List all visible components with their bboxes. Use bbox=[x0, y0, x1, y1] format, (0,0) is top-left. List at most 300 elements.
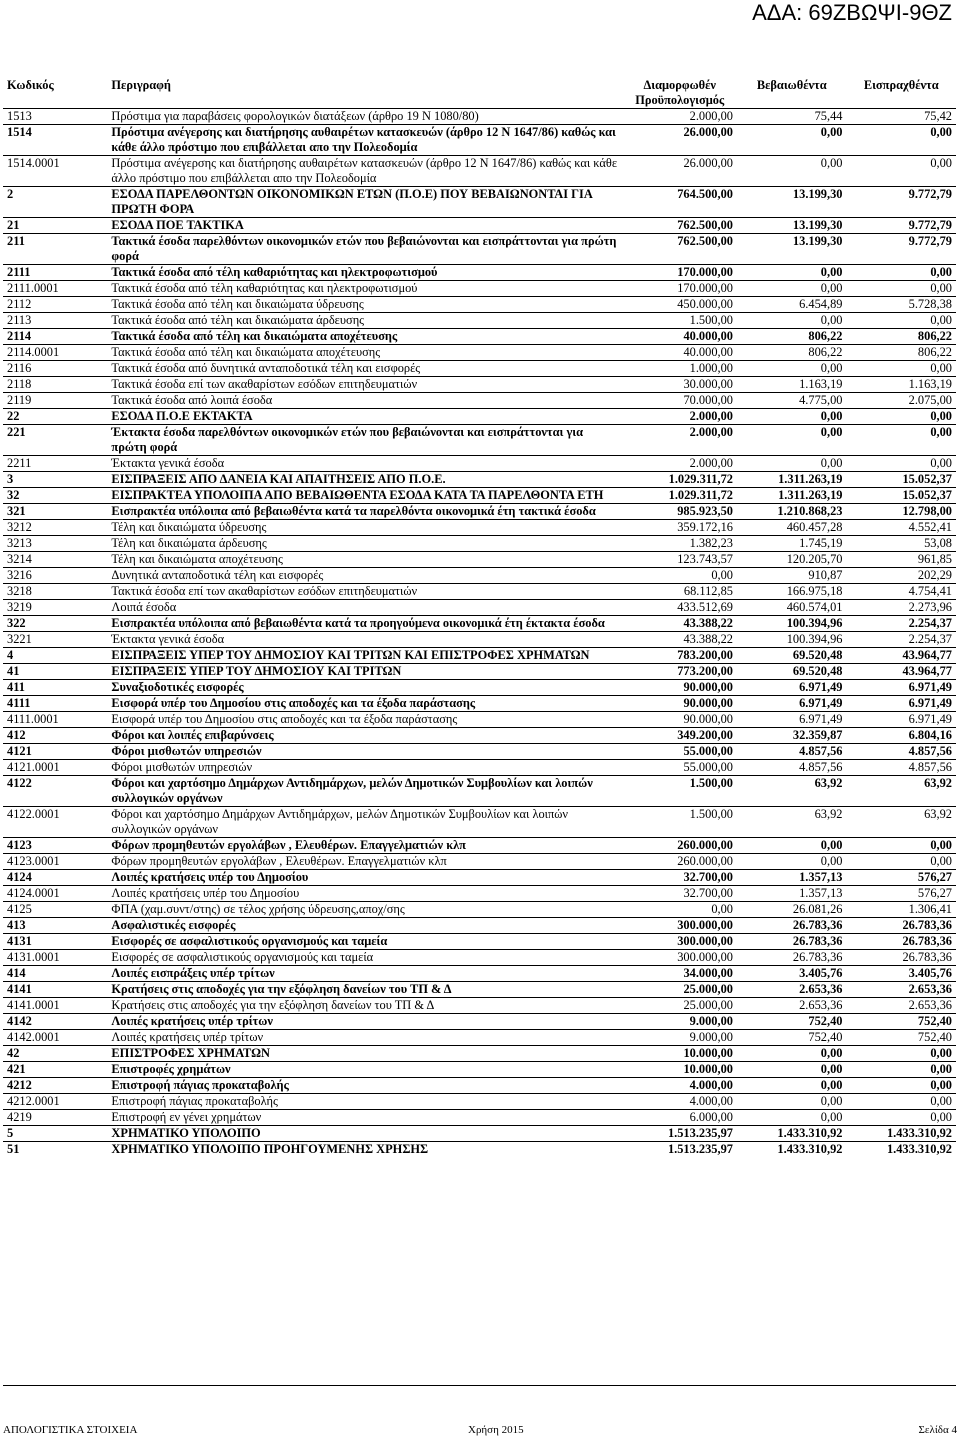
cell-collected: 806,22 bbox=[846, 329, 956, 345]
cell-description: Δυνητικά ανταποδοτικά τέλη και εισφορές bbox=[107, 568, 622, 584]
table-row bbox=[3, 584, 956, 600]
table-row bbox=[3, 902, 956, 918]
cell-assessed: 0,00 bbox=[737, 156, 846, 187]
cell-budget: 300.000,00 bbox=[622, 950, 737, 966]
cell-description: Τακτικά έσοδα από δυνητικά ανταποδοτικά τέλη και εισφορές bbox=[107, 361, 622, 377]
cell-assessed: 63,92 bbox=[737, 807, 846, 838]
cell-description: Τακτικά έσοδα από τέλη και δικαιώματα αποχέτευσης bbox=[107, 329, 622, 345]
cell-assessed: 3.405,76 bbox=[737, 966, 846, 982]
table-row bbox=[3, 776, 956, 807]
cell-budget: 349.200,00 bbox=[622, 728, 737, 744]
cell-collected: 26.783,36 bbox=[846, 950, 956, 966]
cell-code: 3213 bbox=[3, 536, 107, 552]
cell-assessed: 0,00 bbox=[737, 265, 846, 281]
cell-assessed: 26.783,36 bbox=[737, 950, 846, 966]
cell-budget: 25.000,00 bbox=[622, 982, 737, 998]
header-code: Κωδικός bbox=[7, 78, 54, 92]
cell-code: 2111 bbox=[3, 265, 107, 281]
table-row bbox=[3, 109, 956, 125]
cell-code: 4212 bbox=[3, 1078, 107, 1094]
cell-code: 211 bbox=[3, 234, 107, 265]
cell-budget: 68.112,85 bbox=[622, 584, 737, 600]
cell-collected: 26.783,36 bbox=[846, 918, 956, 934]
cell-collected: 1.163,19 bbox=[846, 377, 956, 393]
cell-description: Φόροι και χαρτόσημο Δημάρχων Αντιδημάρχων, μελών Δημοτικών Συμβουλίων και λοιπών συλλογικών οργάνων bbox=[107, 776, 622, 807]
cell-code: 2112 bbox=[3, 297, 107, 313]
cell-budget: 123.743,57 bbox=[622, 552, 737, 568]
cell-budget: 1.382,23 bbox=[622, 536, 737, 552]
footer-year: Χρήση 2015 bbox=[468, 1424, 524, 1436]
cell-description: Εισπρακτέα υπόλοιπα από βεβαιωθέντα κατά τα παρελθόντα οικονομικά έτη τακτικά έσοδα bbox=[107, 504, 622, 520]
cell-assessed: 69.520,48 bbox=[737, 664, 846, 680]
cell-budget: 0,00 bbox=[622, 568, 737, 584]
cell-collected: 0,00 bbox=[846, 265, 956, 281]
cell-assessed: 4.775,00 bbox=[737, 393, 846, 409]
cell-assessed: 4.857,56 bbox=[737, 760, 846, 776]
cell-description: ΕΣΟΔΑ ΠΟΕ ΤΑΚΤΙΚΑ bbox=[107, 218, 622, 234]
cell-collected: 2.653,36 bbox=[846, 982, 956, 998]
cell-collected: 0,00 bbox=[846, 1062, 956, 1078]
table-row bbox=[3, 854, 956, 870]
cell-collected: 3.405,76 bbox=[846, 966, 956, 982]
cell-assessed: 13.199,30 bbox=[737, 234, 846, 265]
cell-code: 21 bbox=[3, 218, 107, 234]
cell-assessed: 1.311.263,19 bbox=[737, 472, 846, 488]
cell-code: 2113 bbox=[3, 313, 107, 329]
cell-assessed: 910,87 bbox=[737, 568, 846, 584]
cell-collected: 12.798,00 bbox=[846, 504, 956, 520]
cell-assessed: 75,44 bbox=[737, 109, 846, 125]
cell-code: 414 bbox=[3, 966, 107, 982]
table-row bbox=[3, 345, 956, 361]
cell-code: 4122 bbox=[3, 776, 107, 807]
cell-code: 4131.0001 bbox=[3, 950, 107, 966]
table-row bbox=[3, 664, 956, 680]
cell-budget: 1.500,00 bbox=[622, 776, 737, 807]
cell-code: 221 bbox=[3, 425, 107, 456]
table-row bbox=[3, 982, 956, 998]
cell-collected: 2.254,37 bbox=[846, 616, 956, 632]
cell-collected: 576,27 bbox=[846, 870, 956, 886]
cell-assessed: 1.210.868,23 bbox=[737, 504, 846, 520]
cell-collected: 75,42 bbox=[846, 109, 956, 125]
cell-collected: 2.273,96 bbox=[846, 600, 956, 616]
table-row bbox=[3, 472, 956, 488]
table-row bbox=[3, 218, 956, 234]
table-row bbox=[3, 234, 956, 265]
cell-collected: 9.772,79 bbox=[846, 218, 956, 234]
cell-code: 4121 bbox=[3, 744, 107, 760]
cell-assessed: 69.520,48 bbox=[737, 648, 846, 664]
cell-assessed: 26.783,36 bbox=[737, 918, 846, 934]
cell-code: 4219 bbox=[3, 1110, 107, 1126]
cell-budget: 26.000,00 bbox=[622, 125, 737, 156]
cell-assessed: 1.311.263,19 bbox=[737, 488, 846, 504]
cell-assessed: 0,00 bbox=[737, 313, 846, 329]
cell-code: 2119 bbox=[3, 393, 107, 409]
cell-budget: 773.200,00 bbox=[622, 664, 737, 680]
cell-description: Επιστροφή πάγιας προκαταβολής bbox=[107, 1078, 622, 1094]
cell-assessed: 0,00 bbox=[737, 854, 846, 870]
cell-code: 4111 bbox=[3, 696, 107, 712]
cell-budget: 985.923,50 bbox=[622, 504, 737, 520]
cell-collected: 2.254,37 bbox=[846, 632, 956, 648]
cell-assessed: 166.975,18 bbox=[737, 584, 846, 600]
cell-code: 2114 bbox=[3, 329, 107, 345]
table-row bbox=[3, 600, 956, 616]
cell-assessed: 0,00 bbox=[737, 425, 846, 456]
table-row bbox=[3, 1046, 956, 1062]
cell-code: 32 bbox=[3, 488, 107, 504]
table-row bbox=[3, 520, 956, 536]
cell-assessed: 13.199,30 bbox=[737, 187, 846, 218]
table-row bbox=[3, 488, 956, 504]
cell-budget: 34.000,00 bbox=[622, 966, 737, 982]
table-row bbox=[3, 187, 956, 218]
table-row bbox=[3, 281, 956, 297]
cell-assessed: 6.971,49 bbox=[737, 696, 846, 712]
table-row bbox=[3, 329, 956, 345]
cell-collected: 4.857,56 bbox=[846, 744, 956, 760]
table-row bbox=[3, 1110, 956, 1126]
cell-code: 4131 bbox=[3, 934, 107, 950]
cell-collected: 43.964,77 bbox=[846, 664, 956, 680]
cell-description: Επιστροφή εν γένει χρημάτων bbox=[107, 1110, 622, 1126]
cell-budget: 300.000,00 bbox=[622, 918, 737, 934]
cell-description: ΕΣΟΔΑ Π.Ο.Ε ΕΚΤΑΚΤΑ bbox=[107, 409, 622, 425]
table-row bbox=[3, 934, 956, 950]
cell-budget: 43.388,22 bbox=[622, 616, 737, 632]
cell-budget: 1.029.311,72 bbox=[622, 488, 737, 504]
cell-collected: 961,85 bbox=[846, 552, 956, 568]
cell-description: Εισφορά υπέρ του Δημοσίου στις αποδοχές και τα έξοδα παράστασης bbox=[107, 712, 622, 728]
cell-description: ΕΙΣΠΡΑΞΕΙΣ ΥΠΕΡ ΤΟΥ ΔΗΜΟΣΙΟΥ ΚΑΙ ΤΡΙΤΩΝ ΚΑΙ ΕΠΙΣΤΡΟΦΕΣ ΧΡΗΜΑΤΩΝ bbox=[107, 648, 622, 664]
cell-assessed: 2.653,36 bbox=[737, 998, 846, 1014]
cell-description: Επιστροφή πάγιας προκαταβολής bbox=[107, 1094, 622, 1110]
table-row bbox=[3, 361, 956, 377]
cell-budget: 55.000,00 bbox=[622, 744, 737, 760]
cell-budget: 70.000,00 bbox=[622, 393, 737, 409]
cell-budget: 6.000,00 bbox=[622, 1110, 737, 1126]
cell-assessed: 0,00 bbox=[737, 409, 846, 425]
header-collected: Εισπραχθέντα bbox=[863, 78, 939, 92]
cell-description: Τακτικά έσοδα από λοιπά έσοδα bbox=[107, 393, 622, 409]
cell-collected: 0,00 bbox=[846, 125, 956, 156]
cell-description: Φόροι μισθωτών υπηρεσιών bbox=[107, 760, 622, 776]
table-row bbox=[3, 297, 956, 313]
cell-collected: 6.971,49 bbox=[846, 680, 956, 696]
cell-assessed: 26.783,36 bbox=[737, 934, 846, 950]
cell-description: ΕΣΟΔΑ ΠΑΡΕΛΘΟΝΤΩΝ ΟΙΚΟΝΟΜΙΚΩΝ ΕΤΩΝ (Π.Ο.Ε) ΠΟΥ ΒΕΒΑΙΩΝΟΝΤΑΙ ΓΙΑ ΠΡΩΤΗ ΦΟΡΑ bbox=[107, 187, 622, 218]
cell-description: Τακτικά έσοδα επί των ακαθαρίστων εσόδων επιτηδευματιών bbox=[107, 377, 622, 393]
cell-code: 412 bbox=[3, 728, 107, 744]
table-bottom-rule bbox=[3, 1385, 956, 1386]
cell-collected: 4.552,41 bbox=[846, 520, 956, 536]
cell-description: Τέλη και δικαιώματα ύδρευσης bbox=[107, 520, 622, 536]
cell-assessed: 460.457,28 bbox=[737, 520, 846, 536]
cell-collected: 2.075,00 bbox=[846, 393, 956, 409]
cell-assessed: 6.454,89 bbox=[737, 297, 846, 313]
cell-description: Επιστροφές χρημάτων bbox=[107, 1062, 622, 1078]
cell-code: 42 bbox=[3, 1046, 107, 1062]
cell-description: Τέλη και δικαιώματα αποχέτευσης bbox=[107, 552, 622, 568]
cell-code: 411 bbox=[3, 680, 107, 696]
table-row bbox=[3, 680, 956, 696]
cell-code: 22 bbox=[3, 409, 107, 425]
table-row bbox=[3, 377, 956, 393]
cell-assessed: 0,00 bbox=[737, 838, 846, 854]
table-header-row bbox=[3, 76, 956, 109]
cell-code: 4122.0001 bbox=[3, 807, 107, 838]
header-assessed: Βεβαιωθέντα bbox=[756, 78, 827, 92]
cell-description: Εισφορές σε ασφαλιστικούς οργανισμούς και ταμεία bbox=[107, 950, 622, 966]
cell-description: ΕΙΣΠΡΑΞΕΙΣ ΥΠΕΡ ΤΟΥ ΔΗΜΟΣΙΟΥ ΚΑΙ ΤΡΙΤΩΝ bbox=[107, 664, 622, 680]
cell-code: 3221 bbox=[3, 632, 107, 648]
table-row bbox=[3, 568, 956, 584]
table-row bbox=[3, 125, 956, 156]
cell-budget: 4.000,00 bbox=[622, 1078, 737, 1094]
table-row bbox=[3, 1094, 956, 1110]
cell-description: ΦΠΑ (χαμ.συντ/στης) σε τέλος χρήσης ύδρευσης,αποχ/σης bbox=[107, 902, 622, 918]
cell-collected: 5.728,38 bbox=[846, 297, 956, 313]
cell-assessed: 1.357,13 bbox=[737, 870, 846, 886]
cell-budget: 32.700,00 bbox=[622, 870, 737, 886]
cell-collected: 0,00 bbox=[846, 156, 956, 187]
cell-assessed: 1.433.310,92 bbox=[737, 1126, 846, 1142]
cell-budget: 4.000,00 bbox=[622, 1094, 737, 1110]
cell-budget: 762.500,00 bbox=[622, 218, 737, 234]
table-row bbox=[3, 409, 956, 425]
cell-code: 41 bbox=[3, 664, 107, 680]
cell-description: ΕΠΙΣΤΡΟΦΕΣ ΧΡΗΜΑΤΩΝ bbox=[107, 1046, 622, 1062]
cell-code: 4141.0001 bbox=[3, 998, 107, 1014]
cell-description: Τακτικά έσοδα από τέλη και δικαιώματα άρδευσης bbox=[107, 313, 622, 329]
cell-assessed: 1.163,19 bbox=[737, 377, 846, 393]
cell-code: 3 bbox=[3, 472, 107, 488]
cell-code: 1514 bbox=[3, 125, 107, 156]
cell-collected: 4.754,41 bbox=[846, 584, 956, 600]
cell-assessed: 0,00 bbox=[737, 1046, 846, 1062]
cell-collected: 0,00 bbox=[846, 409, 956, 425]
cell-collected: 9.772,79 bbox=[846, 234, 956, 265]
cell-collected: 0,00 bbox=[846, 1046, 956, 1062]
header-budget: Διαμορφωθέν Προϋπολογισμός bbox=[635, 78, 725, 107]
table-row bbox=[3, 265, 956, 281]
cell-budget: 9.000,00 bbox=[622, 1014, 737, 1030]
cell-collected: 2.653,36 bbox=[846, 998, 956, 1014]
cell-collected: 1.433.310,92 bbox=[846, 1126, 956, 1142]
cell-budget: 10.000,00 bbox=[622, 1062, 737, 1078]
cell-description: Λοιπά έσοδα bbox=[107, 600, 622, 616]
cell-budget: 1.513.235,97 bbox=[622, 1142, 737, 1158]
cell-budget: 1.500,00 bbox=[622, 313, 737, 329]
cell-description: Έκτακτα γενικά έσοδα bbox=[107, 632, 622, 648]
cell-code: 3218 bbox=[3, 584, 107, 600]
footer-left: ΑΠΟΛΟΓΙΣΤΙΚΑ ΣΤΟΙΧΕΙΑ bbox=[3, 1424, 138, 1436]
cell-collected: 0,00 bbox=[846, 456, 956, 472]
cell-description: Φόροι και χαρτόσημο Δημάρχων Αντιδημάρχων, μελών Δημοτικών Συμβουλίων και λοιπών συλλογικών οργάνων bbox=[107, 807, 622, 838]
table-row bbox=[3, 1030, 956, 1046]
table-row bbox=[3, 966, 956, 982]
cell-code: 4123.0001 bbox=[3, 854, 107, 870]
cell-code: 2118 bbox=[3, 377, 107, 393]
cell-budget: 1.029.311,72 bbox=[622, 472, 737, 488]
cell-assessed: 1.433.310,92 bbox=[737, 1142, 846, 1158]
table-row bbox=[3, 870, 956, 886]
cell-budget: 55.000,00 bbox=[622, 760, 737, 776]
cell-description: Τακτικά έσοδα από τέλη καθαριότητας και ηλεκτροφωτισμού bbox=[107, 265, 622, 281]
cell-budget: 9.000,00 bbox=[622, 1030, 737, 1046]
table-row bbox=[3, 712, 956, 728]
cell-budget: 170.000,00 bbox=[622, 281, 737, 297]
cell-code: 4123 bbox=[3, 838, 107, 854]
table-row bbox=[3, 1126, 956, 1142]
cell-assessed: 1.745,19 bbox=[737, 536, 846, 552]
cell-budget: 10.000,00 bbox=[622, 1046, 737, 1062]
table-row bbox=[3, 648, 956, 664]
header-description: Περιγραφή bbox=[111, 78, 171, 92]
cell-description: Τακτικά έσοδα από τέλη καθαριότητας και ηλεκτροφωτισμού bbox=[107, 281, 622, 297]
cell-assessed: 100.394,96 bbox=[737, 632, 846, 648]
cell-description: Πρόστιμα ανέγερσης και διατήρησης αυθαιρέτων κατασκευών (άρθρο 12 Ν 1647/86) καθώς και κάθε άλλο πρόστιμο που επιβάλλεται απο την Πολεοδομία bbox=[107, 125, 622, 156]
cell-collected: 752,40 bbox=[846, 1030, 956, 1046]
cell-code: 2211 bbox=[3, 456, 107, 472]
cell-budget: 40.000,00 bbox=[622, 329, 737, 345]
cell-assessed: 6.971,49 bbox=[737, 680, 846, 696]
cell-assessed: 120.205,70 bbox=[737, 552, 846, 568]
cell-assessed: 752,40 bbox=[737, 1014, 846, 1030]
cell-budget: 1.000,00 bbox=[622, 361, 737, 377]
table-row bbox=[3, 1142, 956, 1158]
cell-description: ΕΙΣΠΡΑΞΕΙΣ ΑΠΟ ΔΑΝΕΙΑ ΚΑΙ ΑΠΑΙΤΗΣΕΙΣ ΑΠΟ Π.Ο.Ε. bbox=[107, 472, 622, 488]
cell-budget: 260.000,00 bbox=[622, 838, 737, 854]
cell-assessed: 1.357,13 bbox=[737, 886, 846, 902]
table-row bbox=[3, 632, 956, 648]
cell-budget: 90.000,00 bbox=[622, 712, 737, 728]
table-row bbox=[3, 393, 956, 409]
cell-collected: 1.306,41 bbox=[846, 902, 956, 918]
table-row bbox=[3, 886, 956, 902]
cell-collected: 15.052,37 bbox=[846, 488, 956, 504]
cell-budget: 2.000,00 bbox=[622, 425, 737, 456]
cell-collected: 202,29 bbox=[846, 568, 956, 584]
cell-assessed: 0,00 bbox=[737, 1110, 846, 1126]
cell-assessed: 752,40 bbox=[737, 1030, 846, 1046]
cell-description: Εισπρακτέα υπόλοιπα από βεβαιωθέντα κατά τα προηγούμενα οικονομικά έτη έκτακτα έσοδα bbox=[107, 616, 622, 632]
cell-assessed: 2.653,36 bbox=[737, 982, 846, 998]
cell-collected: 0,00 bbox=[846, 281, 956, 297]
table-row bbox=[3, 616, 956, 632]
cell-code: 3216 bbox=[3, 568, 107, 584]
cell-description: ΧΡΗΜΑΤΙΚΟ ΥΠΟΛΟΙΠΟ ΠΡΟΗΓΟΥΜΕΝΗΣ ΧΡΗΣΗΣ bbox=[107, 1142, 622, 1158]
cell-code: 4121.0001 bbox=[3, 760, 107, 776]
cell-budget: 170.000,00 bbox=[622, 265, 737, 281]
cell-code: 4124.0001 bbox=[3, 886, 107, 902]
cell-collected: 0,00 bbox=[846, 361, 956, 377]
ada-stamp: ΑΔΑ: 69ΖΒΩΨΙ-9ΘΖ bbox=[752, 0, 952, 25]
cell-code: 3212 bbox=[3, 520, 107, 536]
table-row bbox=[3, 807, 956, 838]
cell-description: Τακτικά έσοδα από τέλη και δικαιώματα ύδρευσης bbox=[107, 297, 622, 313]
table-row bbox=[3, 504, 956, 520]
cell-budget: 2.000,00 bbox=[622, 409, 737, 425]
cell-assessed: 0,00 bbox=[737, 1062, 846, 1078]
cell-code: 2114.0001 bbox=[3, 345, 107, 361]
cell-description: Ασφαλιστικές εισφορές bbox=[107, 918, 622, 934]
cell-budget: 2.000,00 bbox=[622, 109, 737, 125]
cell-collected: 53,08 bbox=[846, 536, 956, 552]
table-row bbox=[3, 1078, 956, 1094]
table-row bbox=[3, 1062, 956, 1078]
table-row bbox=[3, 998, 956, 1014]
cell-assessed: 0,00 bbox=[737, 125, 846, 156]
cell-assessed: 26.081,26 bbox=[737, 902, 846, 918]
cell-budget: 260.000,00 bbox=[622, 854, 737, 870]
cell-collected: 6.804,16 bbox=[846, 728, 956, 744]
cell-code: 322 bbox=[3, 616, 107, 632]
cell-budget: 25.000,00 bbox=[622, 998, 737, 1014]
cell-budget: 90.000,00 bbox=[622, 680, 737, 696]
cell-collected: 4.857,56 bbox=[846, 760, 956, 776]
cell-description: Έκτακτα γενικά έσοδα bbox=[107, 456, 622, 472]
cell-code: 4212.0001 bbox=[3, 1094, 107, 1110]
cell-code: 2111.0001 bbox=[3, 281, 107, 297]
table-row bbox=[3, 696, 956, 712]
cell-description: Λοιπές κρατήσεις υπέρ του Δημοσίου bbox=[107, 870, 622, 886]
table-row bbox=[3, 838, 956, 854]
cell-description: Εισφορές σε ασφαλιστικούς οργανισμούς και ταμεία bbox=[107, 934, 622, 950]
cell-assessed: 4.857,56 bbox=[737, 744, 846, 760]
cell-budget: 2.000,00 bbox=[622, 456, 737, 472]
cell-description: Λοιπές κρατήσεις υπέρ τρίτων bbox=[107, 1030, 622, 1046]
cell-description: Λοιπές κρατήσεις υπέρ του Δημοσίου bbox=[107, 886, 622, 902]
cell-code: 4111.0001 bbox=[3, 712, 107, 728]
table-body bbox=[3, 109, 956, 1158]
cell-assessed: 0,00 bbox=[737, 1078, 846, 1094]
cell-budget: 32.700,00 bbox=[622, 886, 737, 902]
cell-description: ΧΡΗΜΑΤΙΚΟ ΥΠΟΛΟΙΠΟ bbox=[107, 1126, 622, 1142]
table-row bbox=[3, 156, 956, 187]
cell-assessed: 0,00 bbox=[737, 281, 846, 297]
table-row bbox=[3, 313, 956, 329]
cell-collected: 0,00 bbox=[846, 838, 956, 854]
cell-description: Εισφορά υπέρ του Δημοσίου στις αποδοχές και τα έξοδα παράστασης bbox=[107, 696, 622, 712]
cell-description: Τακτικά έσοδα παρελθόντων οικονομικών ετών που βεβαιώνονται και εισπράττονται για πρώτη φορά bbox=[107, 234, 622, 265]
cell-code: 4125 bbox=[3, 902, 107, 918]
cell-code: 4 bbox=[3, 648, 107, 664]
cell-code: 4141 bbox=[3, 982, 107, 998]
table-row bbox=[3, 728, 956, 744]
cell-assessed: 806,22 bbox=[737, 345, 846, 361]
cell-collected: 6.971,49 bbox=[846, 696, 956, 712]
cell-budget: 300.000,00 bbox=[622, 934, 737, 950]
table-row bbox=[3, 536, 956, 552]
cell-code: 51 bbox=[3, 1142, 107, 1158]
cell-collected: 26.783,36 bbox=[846, 934, 956, 950]
cell-budget: 1.500,00 bbox=[622, 807, 737, 838]
cell-collected: 0,00 bbox=[846, 313, 956, 329]
table-row bbox=[3, 744, 956, 760]
cell-collected: 752,40 bbox=[846, 1014, 956, 1030]
cell-budget: 26.000,00 bbox=[622, 156, 737, 187]
cell-description: Συναξιοδοτικές εισφορές bbox=[107, 680, 622, 696]
cell-budget: 359.172,16 bbox=[622, 520, 737, 536]
table-row bbox=[3, 760, 956, 776]
cell-code: 4142.0001 bbox=[3, 1030, 107, 1046]
cell-assessed: 63,92 bbox=[737, 776, 846, 807]
cell-description: Πρόστιμα ανέγερσης και διατήρησης αυθαιρέτων κατασκευών (άρθρο 12 Ν 1647/86) καθώς και κάθε άλλο πρόστιμο που επιβάλλεται απο την Πολεοδομία bbox=[107, 156, 622, 187]
cell-collected: 63,92 bbox=[846, 776, 956, 807]
